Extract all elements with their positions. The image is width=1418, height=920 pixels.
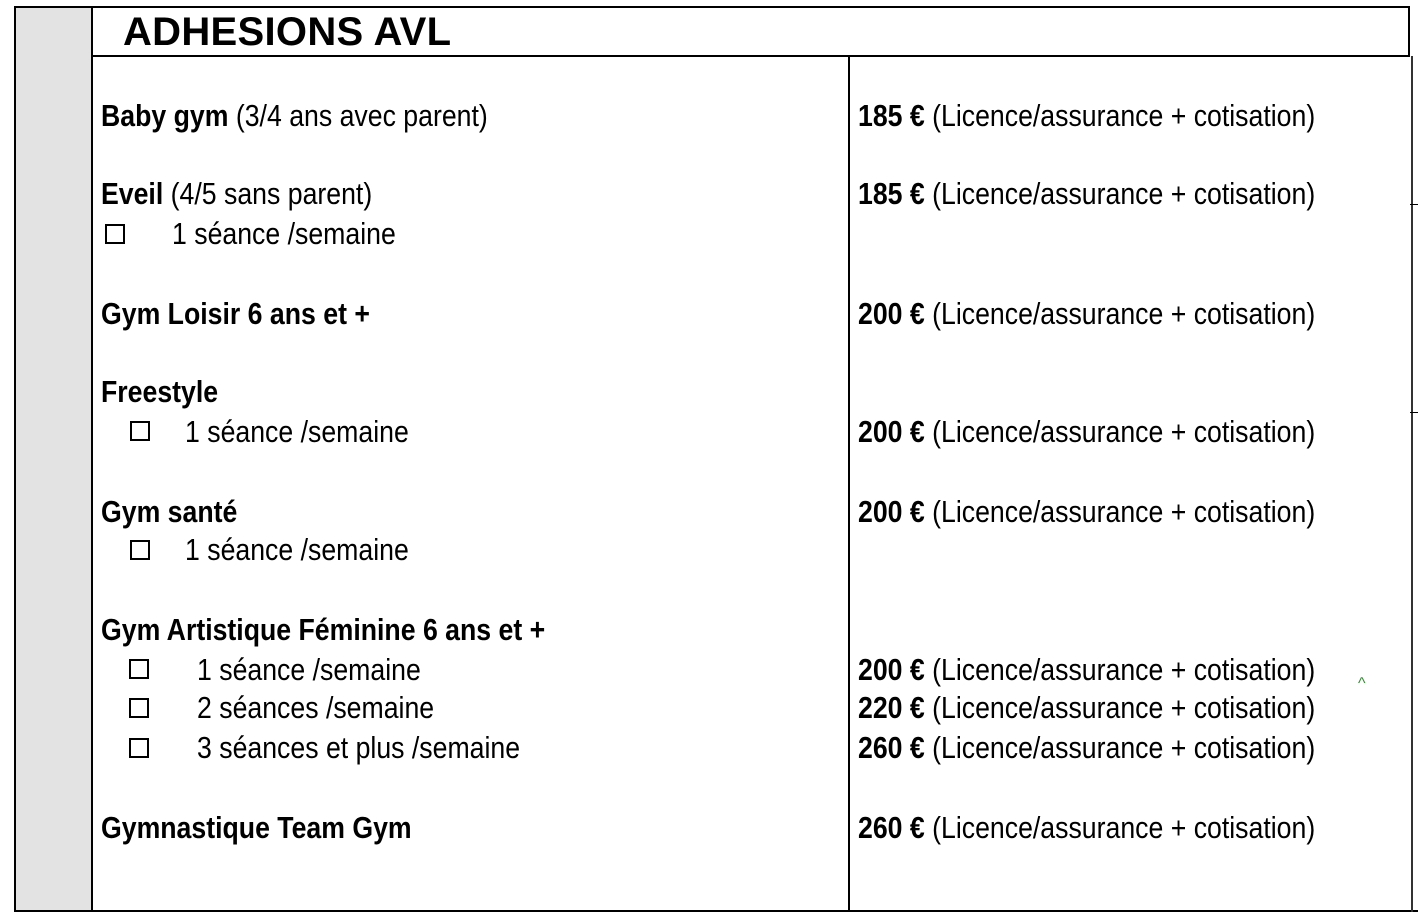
- title-right-border: [1408, 6, 1410, 57]
- list-item: [101, 295, 370, 333]
- price-note: (Licence/assurance + cotisation): [932, 730, 1316, 765]
- list-item: [101, 373, 218, 411]
- price-amount: 260 €: [858, 730, 925, 765]
- edge-tick: [1410, 412, 1418, 413]
- spellcheck-mark: ^: [1358, 675, 1366, 692]
- price-amount: 260 €: [858, 810, 925, 845]
- price-amount: 200 €: [858, 652, 925, 687]
- price-note: (Licence/assurance + cotisation): [932, 494, 1316, 529]
- activity-name: Gym santé: [101, 494, 238, 529]
- option-label: 1 séance /semaine: [185, 532, 409, 567]
- table-right-border: [1411, 56, 1413, 912]
- price-cell: [858, 809, 1315, 847]
- list-item: [101, 175, 372, 213]
- price-cell: [858, 97, 1315, 135]
- price-amount: 200 €: [858, 296, 925, 331]
- option-label: 1 séance /semaine: [172, 216, 396, 251]
- price-cell: [858, 413, 1315, 451]
- table-bottom-border: [14, 910, 1418, 912]
- price-note: (Licence/assurance + cotisation): [932, 652, 1316, 687]
- activity-name: Baby gym: [101, 98, 229, 133]
- activity-name: Gymnastique Team Gym: [101, 810, 412, 845]
- table-left-border: [14, 6, 16, 912]
- price-cell: [858, 689, 1315, 727]
- price-amount: 185 €: [858, 98, 925, 133]
- price-note: (Licence/assurance + cotisation): [932, 690, 1316, 725]
- activity-note: (4/5 sans parent): [170, 176, 373, 211]
- page-title: ADHESIONS AVL: [123, 10, 452, 54]
- price-note: (Licence/assurance + cotisation): [932, 98, 1316, 133]
- price-cell: [858, 651, 1315, 689]
- price-cell: [858, 175, 1315, 213]
- activity-name: Gym Artistique Féminine 6 ans et +: [101, 612, 546, 647]
- option-label: 1 séance /semaine: [185, 414, 409, 449]
- option-label: 1 séance /semaine: [197, 652, 421, 687]
- checkbox-gym-sante-1-seance[interactable]: [130, 540, 150, 560]
- option-label: 2 séances /semaine: [197, 690, 435, 725]
- list-item: [101, 97, 488, 135]
- price-amount: 185 €: [858, 176, 925, 211]
- checkbox-freestyle-1-seance[interactable]: [130, 421, 150, 441]
- activity-name: Gym Loisir 6 ans et +: [101, 296, 370, 331]
- price-note: (Licence/assurance + cotisation): [932, 176, 1316, 211]
- activity-name: Freestyle: [101, 374, 219, 409]
- edge-tick: [1410, 204, 1418, 205]
- checkbox-gaf-2-seances[interactable]: [129, 698, 149, 718]
- activity-name: Eveil: [101, 176, 164, 211]
- price-cell: [858, 295, 1315, 333]
- list-item: [101, 809, 412, 847]
- list-item: [101, 611, 545, 649]
- checkbox-eveil-1-seance[interactable]: [105, 224, 125, 244]
- price-amount: 200 €: [858, 494, 925, 529]
- price-note: (Licence/assurance + cotisation): [932, 414, 1316, 449]
- column-divider: [848, 56, 850, 912]
- price-amount: 220 €: [858, 690, 925, 725]
- gray-column-border: [91, 6, 93, 912]
- price-cell: [858, 493, 1315, 531]
- activity-note: (3/4 ans avec parent): [235, 98, 488, 133]
- checkbox-gaf-1-seance[interactable]: [129, 659, 149, 679]
- option-label: 3 séances et plus /semaine: [197, 730, 521, 765]
- price-amount: 200 €: [858, 414, 925, 449]
- price-note: (Licence/assurance + cotisation): [932, 296, 1316, 331]
- left-margin-column: [14, 6, 92, 912]
- checkbox-gaf-3-seances[interactable]: [129, 738, 149, 758]
- price-cell: [858, 729, 1315, 767]
- list-item: [101, 493, 237, 531]
- price-note: (Licence/assurance + cotisation): [932, 810, 1316, 845]
